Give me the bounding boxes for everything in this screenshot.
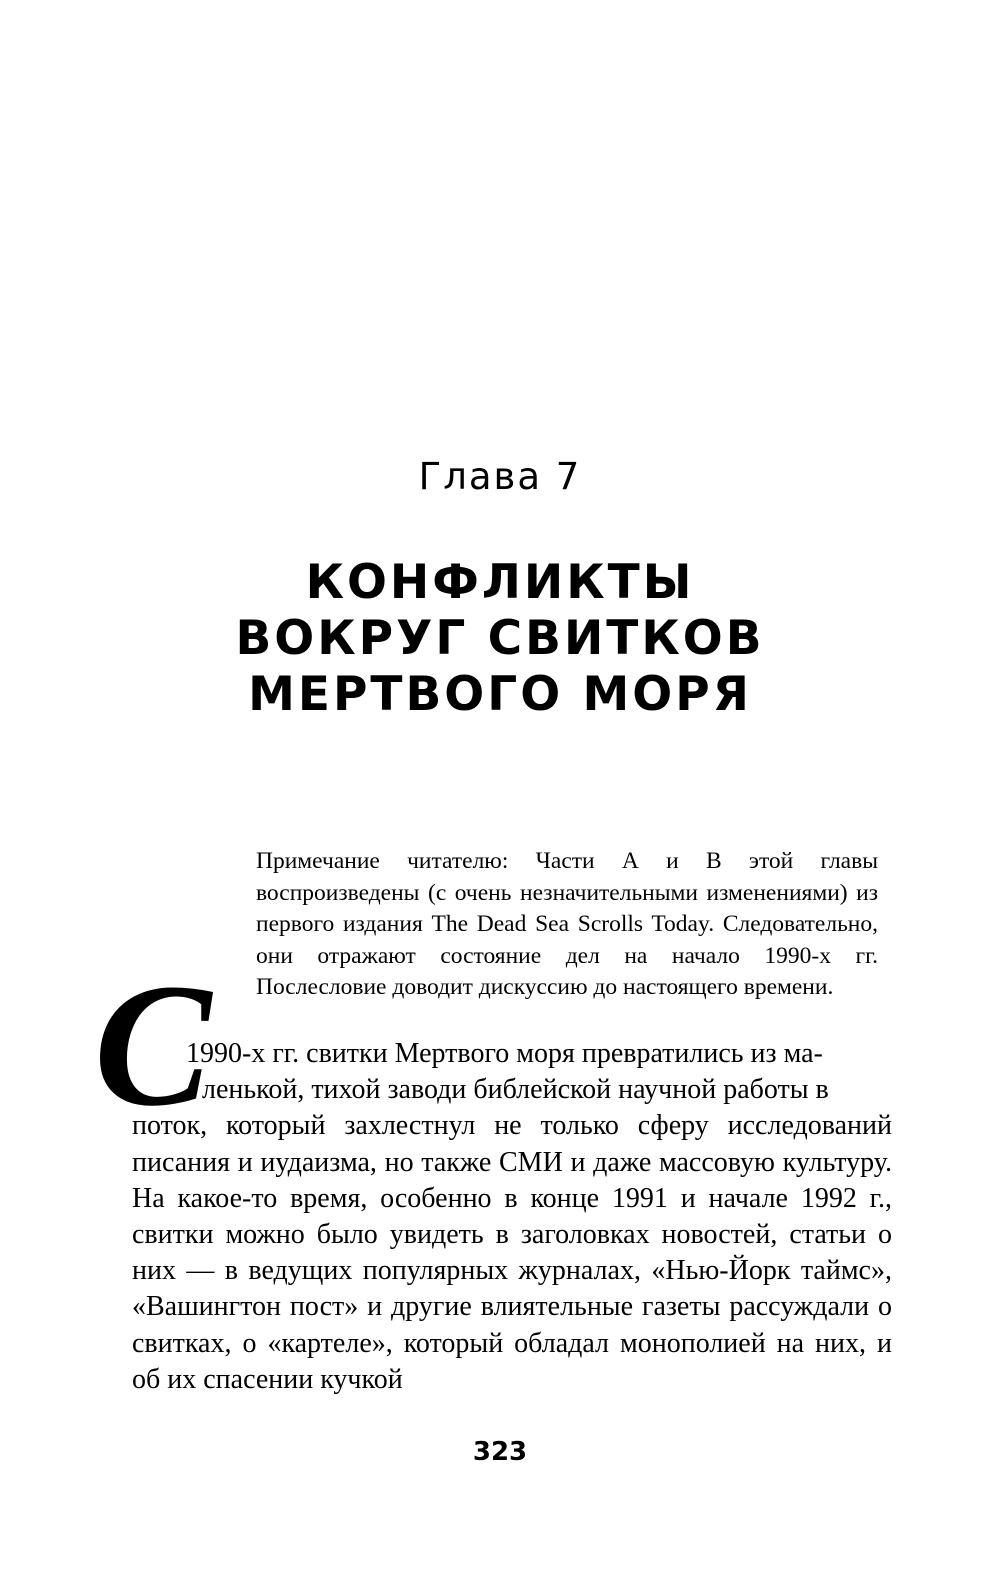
- reader-note: Примечание читателю: Части А и В этой главы воспроизведены (с очень незначительными изменениями) из первого издания The Dead Sea Scrolls Today. Следовательно, они отражают состояние дел на начало 1990-х гг. Послесловие доводит дискуссию до настоящего времени.: [256, 848, 878, 1000]
- body-line-2: ленькой, тихой заводи библейской научной работы в: [202, 1074, 829, 1106]
- body-line-1: 1990-х гг. свитки Мертвого моря превратились из ма-: [186, 1038, 823, 1069]
- drop-cap: С: [94, 948, 212, 1143]
- chapter-label: Глава 7: [418, 455, 582, 498]
- page-number: 323: [472, 1437, 528, 1467]
- chapter-title-line: ВОКРУГ СВИТКОВ: [235, 611, 765, 666]
- chapter-title: [0, 555, 1000, 723]
- chapter-title-line: МЕРТВОГО МОРЯ: [248, 667, 752, 722]
- body-paragraph: [132, 1036, 892, 1398]
- body-text-rest: поток, который захлестнул не только сферу исследований писания и иудаизма, но также СМИ и даже массовую культуру. На какое-то время, особенно в конце 1991 и начале 1992 г., свитки можно было увидеть в заголовках новостей, статьи о них — в ведущих популярных журналах, «Нью-Йорк таймс», «Вашингтон пост» и другие влиятельные газеты рассуждали о свитках, о «картеле», который обладал монополией на них, и об их спасении кучкой: [132, 1110, 892, 1395]
- chapter-title-line: КОНФЛИКТЫ: [305, 555, 695, 610]
